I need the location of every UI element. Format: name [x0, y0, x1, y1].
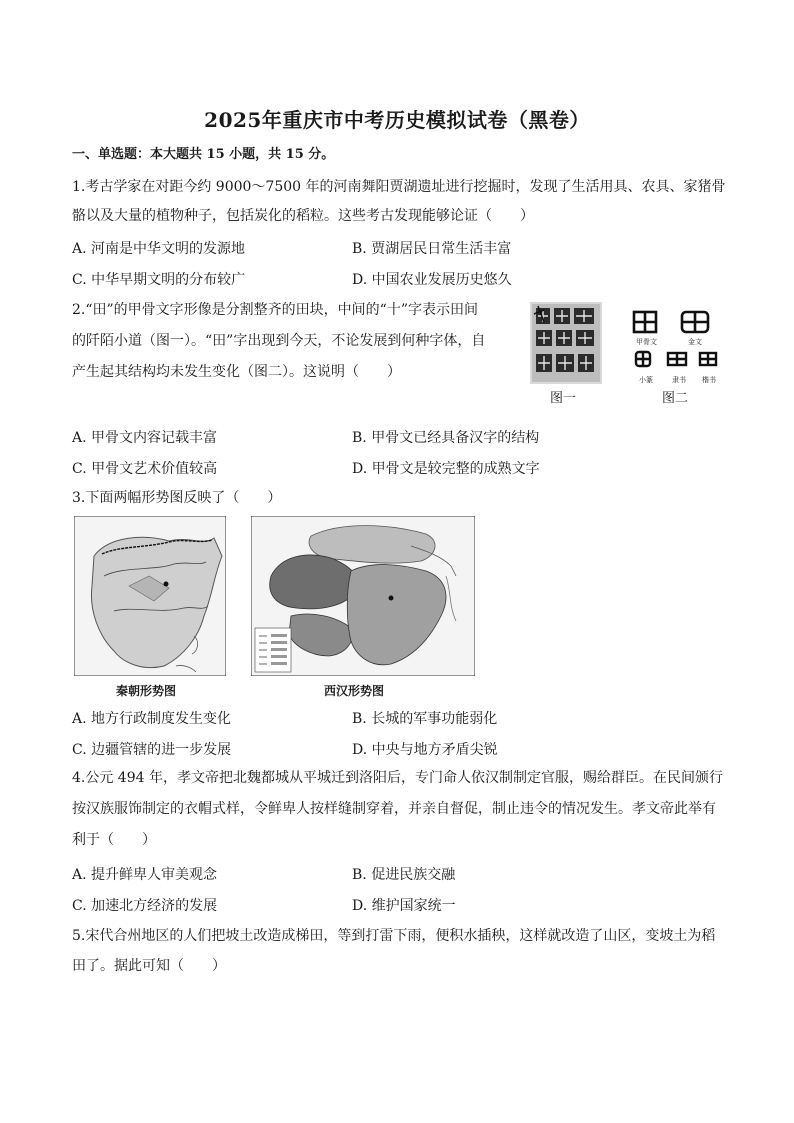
- q3-option-a: A. 地方行政制度发生变化: [72, 711, 232, 727]
- q1-option-a: A. 河南是中华文明的发源地: [72, 241, 246, 257]
- qin-dynasty-map: [74, 516, 226, 676]
- q2-option-d: D. 甲骨文是较完整的成熟文字: [352, 461, 540, 477]
- q4-option-a: A. 提升鲜卑人审美观念: [72, 867, 218, 883]
- q1-option-c: C. 中华早期文明的分布较广: [72, 272, 246, 288]
- q4-line-3: 利于（ ）: [72, 832, 156, 848]
- page-title: 2025年重庆市中考历史模拟试卷（黑卷）: [204, 108, 590, 132]
- q2-option-c: C. 甲骨文艺术价值较高: [72, 461, 218, 477]
- q2-line-1: 2.“田”的甲骨文字形像是分割整齐的田块，中间的“十”字表示田间: [72, 302, 478, 318]
- q1-option-d: D. 中国农业发展历史悠久: [352, 272, 512, 288]
- q2-option-b: B. 甲骨文已经具备汉字的结构: [352, 430, 540, 446]
- q4-option-c: C. 加速北方经济的发展: [72, 898, 218, 914]
- q4-option-b: B. 促进民族交融: [352, 867, 456, 883]
- q5-line-1: 5.宋代合州地区的人们把坡土改造成梯田，等到打雷下雨，便积水插秧，这样就改造了山区，变坡土为稻: [72, 928, 716, 944]
- q2-line-2: 的阡陌小道（图一）。“田”字出现到今天，不论发展到何种字体，自: [72, 333, 486, 349]
- q1-line-1: 1.考古学家在对距今约 9000～7500 年的河南舞阳贾湖遗址进行挖掘时，发现了生活用具、农具、家猪骨: [72, 179, 726, 195]
- q2-line-3: 产生起其结构均未发生变化（图二）。这说明（ ）: [72, 364, 401, 380]
- figure-2-caption: 图二: [662, 391, 689, 406]
- q2-option-a: A. 甲骨文内容记载丰富: [72, 430, 218, 446]
- label-clerical-script: 隶书: [672, 376, 686, 384]
- section-heading: 一、单选题：本大题共 15 小题，共 15 分。: [72, 147, 335, 162]
- q3-option-c: C. 边疆管辖的进一步发展: [72, 742, 232, 758]
- q3-option-d: D. 中央与地方矛盾尖锐: [352, 742, 498, 758]
- q4-line-1: 4.公元 494 年，孝文帝把北魏都城从平城迁到洛阳后，专门命人依汉制制定官服，赐给群臣。在民间颁行: [72, 770, 723, 786]
- western-han-map: [251, 516, 475, 676]
- label-oracle-script: 甲骨文: [636, 338, 657, 346]
- q1-line-2: 骼以及大量的植物种子，包括炭化的稻粒。这些考古发现能够论证（ ）: [72, 208, 534, 224]
- label-small-seal: 小篆: [639, 376, 653, 384]
- oracle-bone-rubbing-image: [530, 302, 602, 384]
- q3-option-b: B. 长城的军事功能弱化: [352, 711, 498, 727]
- q1-option-b: B. 贾湖居民日常生活丰富: [352, 241, 512, 257]
- q5-line-2: 田了。据此可知（ ）: [72, 958, 226, 974]
- q3-line-1: 3.下面两幅形势图反映了（ ）: [72, 490, 282, 506]
- label-bronze-script: 金文: [688, 338, 702, 346]
- q4-line-2: 按汉族服饰制定的衣帽式样，令鲜卑人按样缝制穿着，并亲自督促，制止违令的情况发生。孝文帝此举有: [72, 801, 716, 817]
- label-regular-script: 楷书: [702, 376, 716, 384]
- qin-map-caption: 秦朝形势图: [116, 684, 177, 698]
- figure-1-caption: 图一: [550, 391, 577, 406]
- western-han-map-caption: 西汉形势图: [324, 684, 385, 698]
- q4-option-d: D. 维护国家统一: [352, 898, 456, 914]
